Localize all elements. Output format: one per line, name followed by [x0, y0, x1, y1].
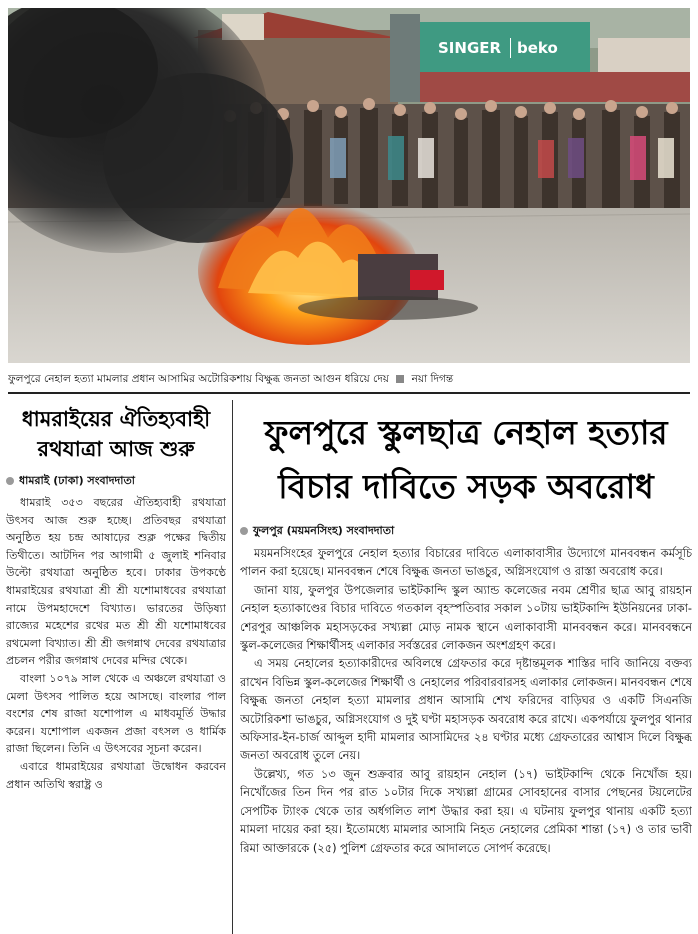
photo-credit: নয়া দিগন্ত — [411, 373, 454, 385]
right-story-byline-text: ফুলপুর (ময়মনসিংহ) সংবাদদাতা — [253, 524, 395, 537]
right-story-body — [240, 544, 692, 857]
paragraph: ময়মনসিংহের ফুলপুরে নেহাল হত্যার বিচারের দাবিতে এলাকাবাসীর উদ্যোগে মানববন্ধন কর্মসূচি পালন করা হয়েছে। মানববন্ধন শেষে বিক্ষুব্ধ জনতা ভাঙচুর, অগ্নিসংযোগ ও রাস্তা অবরোধ করে। — [240, 546, 692, 579]
right-story — [240, 400, 692, 934]
protest-fire-photo — [8, 8, 690, 363]
column-divider — [232, 400, 233, 934]
paragraph: উল্লেখ্য, গত ১৩ জুন শুক্রবার আবু রায়হান নেহাল (১৭) ভাইটকান্দি থেকে নিখোঁজ হয়। নিখোঁজের তিন দিন পর রাত ১০টার দিকে সখ্যল্লা গ্রামের সোবহানের বাসার পেছনের টয়লেটের সেপটিক ট্যাংক থেকে তার অর্ধগলিত লাশ উদ্ধার করা হয়। এ ঘটনায় ফুলপুর থানায় একটি হত্যা মামলা দায়ের করা হয়। ইতোমধ্যে মামলার আসামি নিহত নেহালের প্রেমিকা শান্তা (১৭) ও তার ভাবী রিমা আক্তারকে (২৫) পুলিশ গ্রেফতার করে আদালতে সোপর্দ করেছে। — [240, 766, 692, 855]
left-story-byline — [6, 472, 226, 491]
square-icon — [396, 375, 404, 383]
headline-line-2: বিচার দাবিতে সড়ক অবরোধ — [278, 467, 654, 506]
bullet-icon — [6, 477, 14, 485]
paragraph: ধামরাই ৩৫৩ বছরের ঐতিহ্যবাহী রথযাত্রা উৎসব আজ শুরু হচ্ছে। প্রতিবছর রথযাত্রা অনুষ্ঠিত হয় চন্দ্র আষাঢ়ের শুক্ল পক্ষের দ্বিতীয় তিথীতে। আটদিন পর আগামী ৫ জুলাই শনিবার উল্টো রথযাত্রা অনুষ্ঠিত হবে। ঢাকার উপকণ্ঠে ধামরাইয়ের রথযাত্রা শ্রী শ্রী যশোমাধবের রথযাত্রা নামে উপমহাদেশে বিখ্যাত। ভারতের উড়িষ্যা রাজ্যের মহেশের রথের মত শ্রী শ্রী যশোমাধবের রথমেলা বিখ্যাত। শ্রী শ্রী জগন্নাথ দেবের রথযাত্রার প্রচলন পরীর জগন্নাথ দেবের মন্দির থেকে। — [6, 496, 226, 668]
paragraph: বাংলা ১০৭৯ সাল থেকে এ অঞ্চলে রথযাত্রা ও মেলা উৎসব পালিত হয়ে আসছে। বাংলার পাল বংশের শেষ রাজা যশোপাল এ মাধবমূর্তি উদ্ধার করেন। যশোপাল একজন প্রজা বৎসল ও ধার্মিক রাজা ছিলেন। তিনি এ উৎসবের সূচনা করেন। — [6, 671, 226, 756]
paragraph: এবারে ধামরাইয়ের রথযাত্রা উদ্বোধন করবেন প্রধান অতিথি স্বরাষ্ট্র ও — [6, 759, 226, 791]
left-story — [6, 400, 226, 934]
left-story-body — [6, 494, 226, 793]
right-story-byline — [240, 522, 692, 541]
right-story-headline — [240, 406, 692, 514]
paragraph: এ সময় নেহালের হত্যাকারীদের অবিলম্বে গ্রেফতার করে দৃষ্টান্তমূলক শাস্তির দাবি জানিয়ে বক্তব্য রাখেন বিভিন্ন স্কুল-কলেজের শিক্ষার্থী ও নেহালের পরিবারবারসহ এলাকার লোকজন। মানববন্ধন শেষে বিক্ষুব্ধ জনতা নেহাল হত্যা মামলার প্রধান আসামি শেখ ফরিদের বাড়িঘর ও একটি সিএনজি অটোরিকশা ভাঙচুর, অগ্নিসংযোগ ও দুই ঘণ্টা মহাসড়ক অবরোধ করে রাখে। একপর্যায়ে ফুলপুর থানার অফিসার-ইন-চার্জ আব্দুল হাদী মামলার আসামিদের ২৪ ঘণ্টার মধ্যে গ্রেফতারের আশ্বাস দিলে বিক্ষুব্ধ জনতা অবরোধ তুলে নেয়। — [240, 656, 692, 763]
left-story-byline-text: ধামরাই (ঢাকা) সংবাদদাতা — [19, 474, 135, 487]
photo-caption-text: ফুলপুরে নেহাল হত্যা মামলার প্রধান আসামির অটোরিকশায় বিক্ষুব্ধ জনতা আগুন ধরিয়ে দেয় — [8, 373, 389, 385]
shop-sign-brand2: beko — [517, 39, 558, 57]
news-photo — [8, 8, 690, 363]
headline-line-1: ফুলপুরে স্কুলছাত্র নেহাল হত্যার — [264, 413, 668, 452]
photo-caption — [8, 370, 690, 388]
left-story-headline: ধামরাইয়ের ঐতিহ্যবাহী রথযাত্রা আজ শুরু — [21, 406, 211, 461]
caption-divider — [8, 392, 690, 394]
bullet-icon — [240, 527, 248, 535]
shop-sign-brand1: SINGER — [438, 39, 502, 57]
paragraph: জানা যায়, ফুলপুর উপজেলার ভাইটকান্দি স্কুল অ্যান্ড কলেজের নবম শ্রেণীর ছাত্র আবু রায়হান নেহাল হত্যাকাণ্ডের বিচার দাবিতে গতকাল বৃহস্পতিবার সকাল ১০টায় ভাইটকান্দি ইউনিয়নের ঢাকা-শেরপুর আঞ্চলিক মহাসড়কের সখ্যল্লা মোড় নামক স্থানে এলাকাবাসী মানববন্ধন করে। মানববন্ধনে স্কুল-কলেজের শিক্ষার্থীসহ এলাকার সর্বস্তরের লোকজন অংশগ্রহণ করে। — [240, 582, 692, 653]
